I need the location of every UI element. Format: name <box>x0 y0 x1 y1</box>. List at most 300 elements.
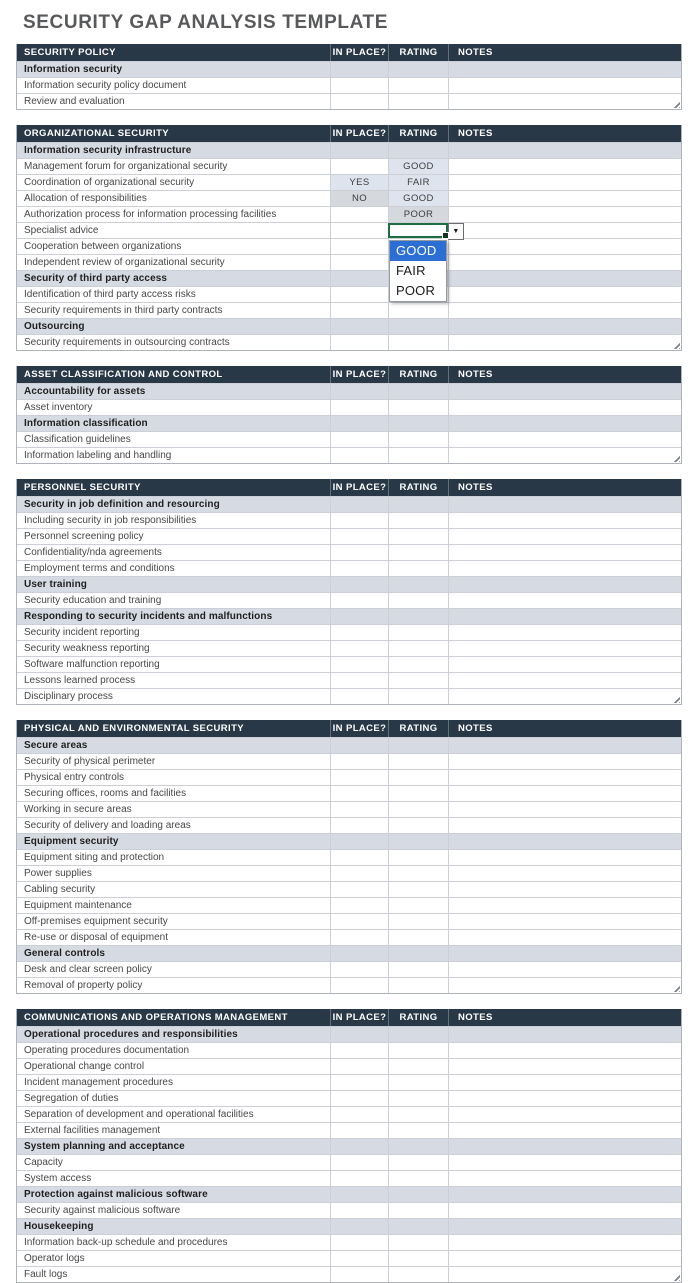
rating-cell[interactable] <box>388 303 448 318</box>
notes-cell[interactable] <box>448 545 681 560</box>
fill-handle-icon[interactable] <box>442 232 449 239</box>
section-label-cell[interactable]: Outsourcing <box>24 321 85 332</box>
section-label-cell[interactable]: Secure areas <box>24 740 88 751</box>
in-place-cell[interactable] <box>330 1235 388 1250</box>
rating-cell[interactable] <box>388 850 448 865</box>
notes-cell[interactable] <box>448 1235 681 1250</box>
item-label-cell[interactable]: Independent review of organizational security <box>24 257 225 268</box>
rating-cell[interactable] <box>388 78 448 93</box>
rating-cell[interactable] <box>388 802 448 817</box>
in-place-cell[interactable] <box>330 1155 388 1170</box>
in-place-cell[interactable] <box>330 1091 388 1106</box>
item-label-cell[interactable]: Security requirements in third party contracts <box>24 305 223 316</box>
notes-cell[interactable] <box>448 641 681 656</box>
item-label-cell[interactable]: Capacity <box>24 1157 63 1168</box>
notes-cell[interactable] <box>448 609 681 624</box>
section-row <box>17 61 681 77</box>
in-place-cell[interactable] <box>330 287 388 302</box>
notes-cell[interactable] <box>448 1267 681 1282</box>
table-header-row <box>17 125 681 142</box>
in-place-cell[interactable] <box>330 416 388 431</box>
in-place-cell[interactable] <box>330 545 388 560</box>
rating-cell[interactable] <box>388 62 448 77</box>
rating-cell[interactable] <box>388 577 448 592</box>
notes-cell[interactable] <box>448 255 681 270</box>
item-row <box>17 1202 681 1218</box>
rating-cell[interactable] <box>388 223 460 238</box>
rating-cell[interactable] <box>388 641 448 656</box>
rating-cell[interactable] <box>388 545 448 560</box>
notes-cell[interactable] <box>448 561 681 576</box>
notes-cell[interactable] <box>448 946 681 961</box>
notes-cell[interactable] <box>448 786 681 801</box>
in-place-cell[interactable] <box>330 159 388 174</box>
item-label-cell[interactable]: Operator logs <box>24 1253 85 1264</box>
item-label-cell[interactable]: Lessons learned process <box>24 675 136 686</box>
section-label-cell[interactable]: System planning and acceptance <box>24 1141 185 1152</box>
in-place-cell[interactable] <box>330 1059 388 1074</box>
in-place-cell[interactable] <box>330 1171 388 1186</box>
notes-cell[interactable] <box>448 673 681 688</box>
in-place-cell[interactable] <box>330 448 388 463</box>
item-label-cell[interactable]: Coordination of organizational security <box>24 177 195 188</box>
notes-cell[interactable] <box>448 866 681 881</box>
rating-cell[interactable] <box>388 1043 448 1058</box>
item-label-cell[interactable]: Security against malicious software <box>24 1205 181 1216</box>
in-place-cell[interactable] <box>330 673 388 688</box>
section-label-cell[interactable]: Security of third party access <box>24 273 168 284</box>
item-label-cell[interactable]: Allocation of responsibilities <box>24 193 147 204</box>
in-place-cell[interactable] <box>330 239 388 254</box>
notes-cell[interactable] <box>448 1139 681 1154</box>
in-place-cell[interactable] <box>330 1027 388 1042</box>
section-row <box>17 415 681 431</box>
page-title: SECURITY GAP ANALYSIS TEMPLATE <box>23 12 388 33</box>
rating-cell[interactable] <box>388 1187 448 1202</box>
in-place-cell[interactable] <box>330 1219 388 1234</box>
item-label-cell[interactable]: External facilities management <box>24 1125 161 1136</box>
rating-cell[interactable] <box>388 882 448 897</box>
in-place-cell[interactable] <box>330 335 388 350</box>
in-place-cell[interactable] <box>330 738 388 753</box>
rating-cell[interactable] <box>388 94 448 109</box>
section-label-cell[interactable]: Information security infrastructure <box>24 145 192 156</box>
in-place-cell[interactable] <box>330 689 388 704</box>
rating-cell[interactable] <box>388 1267 448 1282</box>
in-place-cell[interactable] <box>330 754 388 769</box>
notes-cell[interactable] <box>448 657 681 672</box>
item-row <box>17 206 681 222</box>
notes-cell[interactable] <box>448 850 681 865</box>
rating-cell[interactable] <box>388 1235 448 1250</box>
notes-cell[interactable] <box>448 818 681 833</box>
item-label-cell[interactable]: Security weakness reporting <box>24 643 150 654</box>
in-place-cell[interactable] <box>330 882 388 897</box>
in-place-cell[interactable] <box>330 1123 388 1138</box>
in-place-cell[interactable] <box>330 1107 388 1122</box>
rating-cell[interactable] <box>388 497 448 512</box>
table-3 <box>16 366 682 464</box>
notes-cell[interactable] <box>448 94 681 109</box>
rating-cell[interactable] <box>388 673 448 688</box>
notes-cell[interactable] <box>448 223 681 238</box>
rating-cell[interactable] <box>388 1075 448 1090</box>
item-label-cell[interactable]: Equipment maintenance <box>24 900 132 911</box>
item-label-cell[interactable]: Specialist advice <box>24 225 99 236</box>
rating-cell[interactable] <box>388 834 448 849</box>
rating-cell[interactable]: GOOD <box>388 159 448 174</box>
notes-cell[interactable] <box>448 271 681 286</box>
notes-cell[interactable] <box>448 738 681 753</box>
rating-dropdown-button[interactable] <box>448 223 464 240</box>
section-row <box>17 1026 681 1042</box>
item-row <box>17 913 681 929</box>
rating-cell[interactable] <box>388 754 448 769</box>
in-place-cell[interactable] <box>330 657 388 672</box>
rating-cell[interactable] <box>388 1171 448 1186</box>
in-place-cell[interactable] <box>330 978 388 993</box>
notes-cell[interactable] <box>448 930 681 945</box>
item-label-cell[interactable]: Power supplies <box>24 868 92 879</box>
in-place-cell[interactable] <box>330 898 388 913</box>
rating-cell[interactable] <box>388 384 448 399</box>
item-label-cell[interactable]: Incident management procedures <box>24 1077 173 1088</box>
item-row <box>17 190 681 206</box>
dropdown-option-good[interactable]: GOOD <box>390 241 446 261</box>
rating-cell[interactable] <box>388 335 448 350</box>
notes-cell[interactable] <box>448 432 681 447</box>
notes-cell[interactable] <box>448 191 681 206</box>
notes-cell[interactable] <box>448 319 681 334</box>
notes-cell[interactable] <box>448 802 681 817</box>
in-place-cell[interactable] <box>330 497 388 512</box>
item-label-cell[interactable]: Authorization process for information processing facilities <box>24 209 277 220</box>
rating-cell[interactable] <box>388 143 448 158</box>
rating-cell[interactable] <box>388 770 448 785</box>
in-place-cell[interactable] <box>330 850 388 865</box>
rating-cell[interactable] <box>388 561 448 576</box>
item-label-cell[interactable]: Information security policy document <box>24 80 187 91</box>
section-label-cell[interactable]: Housekeeping <box>24 1221 94 1232</box>
item-row <box>17 849 681 865</box>
rating-cell[interactable] <box>388 625 448 640</box>
item-label-cell[interactable]: Software malfunction reporting <box>24 659 160 670</box>
rating-cell[interactable] <box>388 1203 448 1218</box>
rating-cell[interactable] <box>388 593 448 608</box>
in-place-cell[interactable] <box>330 255 388 270</box>
rating-cell[interactable] <box>388 513 448 528</box>
notes-cell[interactable] <box>448 529 681 544</box>
rating-cell[interactable] <box>388 609 448 624</box>
notes-cell[interactable] <box>448 239 681 254</box>
item-label-cell[interactable]: Information labeling and handling <box>24 450 172 461</box>
section-label-cell[interactable]: Accountability for assets <box>24 386 146 397</box>
item-row <box>17 254 681 270</box>
in-place-cell[interactable] <box>330 946 388 961</box>
item-label-cell[interactable]: Identification of third party access risks <box>24 289 196 300</box>
column-header-rating: RATING <box>388 44 448 61</box>
item-label-cell[interactable]: Employment terms and conditions <box>24 563 175 574</box>
item-label-cell[interactable]: Separation of development and operational facilities <box>24 1109 254 1120</box>
item-label-cell[interactable]: System access <box>24 1173 92 1184</box>
item-label-cell[interactable]: Cooperation between organizations <box>24 241 182 252</box>
item-label-cell[interactable]: Security education and training <box>24 595 162 606</box>
in-place-cell[interactable] <box>330 223 388 238</box>
item-label-cell[interactable]: Operational change control <box>24 1061 145 1072</box>
in-place-cell[interactable] <box>330 1075 388 1090</box>
notes-cell[interactable] <box>448 1123 681 1138</box>
in-place-cell[interactable] <box>330 786 388 801</box>
notes-cell[interactable] <box>448 448 681 463</box>
in-place-cell[interactable] <box>330 866 388 881</box>
in-place-cell[interactable] <box>330 962 388 977</box>
in-place-cell[interactable] <box>330 62 388 77</box>
notes-cell[interactable] <box>448 416 681 431</box>
item-label-cell[interactable]: Operating procedures documentation <box>24 1045 190 1056</box>
item-label-cell[interactable]: Management forum for organizational security <box>24 161 228 172</box>
rating-cell[interactable] <box>388 1027 448 1042</box>
rating-cell[interactable] <box>388 1139 448 1154</box>
in-place-cell[interactable] <box>330 593 388 608</box>
notes-cell[interactable] <box>448 1075 681 1090</box>
item-row <box>17 1266 681 1282</box>
rating-cell[interactable] <box>388 657 448 672</box>
rating-cell[interactable] <box>388 1091 448 1106</box>
column-header-notes: NOTES <box>448 1009 681 1026</box>
in-place-cell[interactable] <box>330 529 388 544</box>
notes-cell[interactable] <box>448 303 681 318</box>
notes-cell[interactable] <box>448 689 681 704</box>
rating-cell[interactable] <box>388 1123 448 1138</box>
in-place-cell[interactable] <box>330 94 388 109</box>
column-header-in-place: IN PLACE? <box>330 720 388 737</box>
item-label-cell[interactable]: Security requirements in outsourcing contracts <box>24 337 230 348</box>
item-label-cell[interactable]: Removal of property policy <box>24 980 143 991</box>
item-label-cell[interactable]: Information back-up schedule and procedures <box>24 1237 228 1248</box>
in-place-cell[interactable] <box>330 513 388 528</box>
notes-cell[interactable] <box>448 834 681 849</box>
rating-cell[interactable] <box>388 1251 448 1266</box>
notes-cell[interactable] <box>448 1059 681 1074</box>
in-place-cell[interactable]: YES <box>330 175 388 190</box>
item-label-cell[interactable]: Off-premises equipment security <box>24 916 168 927</box>
in-place-cell[interactable] <box>330 384 388 399</box>
notes-cell[interactable] <box>448 175 681 190</box>
item-row <box>17 399 681 415</box>
notes-cell[interactable] <box>448 207 681 222</box>
in-place-cell[interactable] <box>330 400 388 415</box>
in-place-cell[interactable] <box>330 770 388 785</box>
in-place-cell[interactable] <box>330 207 388 222</box>
rating-cell[interactable] <box>388 978 448 993</box>
item-row <box>17 93 681 109</box>
notes-cell[interactable] <box>448 62 681 77</box>
notes-cell[interactable] <box>448 593 681 608</box>
item-row <box>17 785 681 801</box>
in-place-cell[interactable]: NO <box>330 191 388 206</box>
in-place-cell[interactable] <box>330 1139 388 1154</box>
in-place-cell[interactable] <box>330 1187 388 1202</box>
in-place-cell[interactable] <box>330 802 388 817</box>
rating-cell[interactable] <box>388 930 448 945</box>
item-label-cell[interactable]: Security of delivery and loading areas <box>24 820 191 831</box>
item-label-cell[interactable]: Disciplinary process <box>24 691 113 702</box>
section-label-cell[interactable]: Equipment security <box>24 836 119 847</box>
notes-cell[interactable] <box>448 1187 681 1202</box>
item-label-cell[interactable]: Working in secure areas <box>24 804 132 815</box>
rating-cell[interactable]: GOOD <box>388 191 448 206</box>
rating-cell[interactable] <box>388 689 448 704</box>
column-header-rating: RATING <box>388 720 448 737</box>
section-label-cell[interactable]: General controls <box>24 948 106 959</box>
column-header-rating: RATING <box>388 479 448 496</box>
notes-cell[interactable] <box>448 1203 681 1218</box>
item-label-cell[interactable]: Confidentiality/nda agreements <box>24 547 162 558</box>
in-place-cell[interactable] <box>330 319 388 334</box>
notes-cell[interactable] <box>448 1219 681 1234</box>
item-row <box>17 1042 681 1058</box>
notes-cell[interactable] <box>448 1251 681 1266</box>
table-header-row <box>17 44 681 61</box>
item-label-cell[interactable]: Including security in job responsibilities <box>24 515 197 526</box>
in-place-cell[interactable] <box>330 1203 388 1218</box>
section-label-cell[interactable]: Information classification <box>24 418 148 429</box>
rating-cell[interactable] <box>388 1219 448 1234</box>
in-place-cell[interactable] <box>330 303 388 318</box>
item-label-cell[interactable]: Review and evaluation <box>24 96 125 107</box>
in-place-cell[interactable] <box>330 818 388 833</box>
in-place-cell[interactable] <box>330 609 388 624</box>
dropdown-option-poor[interactable]: POOR <box>396 283 436 298</box>
column-header-in-place: IN PLACE? <box>330 366 388 383</box>
in-place-cell[interactable] <box>330 143 388 158</box>
notes-cell[interactable] <box>448 513 681 528</box>
rating-cell[interactable] <box>388 946 448 961</box>
in-place-cell[interactable] <box>330 834 388 849</box>
item-label-cell[interactable]: Personnel screening policy <box>24 531 144 542</box>
notes-cell[interactable] <box>448 1043 681 1058</box>
rating-cell[interactable] <box>388 529 448 544</box>
in-place-cell[interactable] <box>330 1267 388 1282</box>
in-place-cell[interactable] <box>330 78 388 93</box>
section-row <box>17 496 681 512</box>
in-place-cell[interactable] <box>330 432 388 447</box>
item-label-cell[interactable]: Asset inventory <box>24 402 93 413</box>
item-row <box>17 1074 681 1090</box>
notes-cell[interactable] <box>448 497 681 512</box>
in-place-cell[interactable] <box>330 1043 388 1058</box>
in-place-cell[interactable] <box>330 914 388 929</box>
item-label-cell[interactable]: Securing offices, rooms and facilities <box>24 788 187 799</box>
notes-cell[interactable] <box>448 754 681 769</box>
in-place-cell[interactable] <box>330 271 388 286</box>
rating-cell[interactable] <box>388 818 448 833</box>
rating-cell[interactable]: FAIR <box>388 175 448 190</box>
section-label-cell[interactable]: Security in job definition and resourcing <box>24 499 220 510</box>
notes-cell[interactable] <box>448 1091 681 1106</box>
item-label-cell[interactable]: Security incident reporting <box>24 627 140 638</box>
rating-cell[interactable] <box>388 898 448 913</box>
rating-cell[interactable] <box>388 866 448 881</box>
notes-cell[interactable] <box>448 287 681 302</box>
notes-cell[interactable] <box>448 335 681 350</box>
rating-cell[interactable] <box>388 786 448 801</box>
item-label-cell[interactable]: Classification guidelines <box>24 434 131 445</box>
item-label-cell[interactable]: Desk and clear screen policy <box>24 964 152 975</box>
notes-cell[interactable] <box>448 577 681 592</box>
table-title: ORGANIZATIONAL SECURITY <box>24 128 170 139</box>
notes-cell[interactable] <box>448 1107 681 1122</box>
in-place-cell[interactable] <box>330 930 388 945</box>
in-place-cell[interactable] <box>330 561 388 576</box>
column-header-rating: RATING <box>388 125 448 142</box>
item-row <box>17 656 681 672</box>
rating-cell[interactable] <box>388 432 448 447</box>
rating-cell[interactable] <box>388 400 448 415</box>
item-row <box>17 560 681 576</box>
in-place-cell[interactable] <box>330 1251 388 1266</box>
rating-cell[interactable] <box>388 319 448 334</box>
rating-cell[interactable] <box>388 1059 448 1074</box>
table-4 <box>16 479 682 705</box>
item-label-cell[interactable]: Segregation of duties <box>24 1093 119 1104</box>
notes-cell[interactable] <box>448 770 681 785</box>
section-row <box>17 945 681 961</box>
rating-cell[interactable] <box>388 1155 448 1170</box>
notes-cell[interactable] <box>448 1027 681 1042</box>
item-label-cell[interactable]: Equipment siting and protection <box>24 852 165 863</box>
section-label-cell[interactable]: Operational procedures and responsibilities <box>24 1029 238 1040</box>
rating-cell[interactable]: POOR <box>388 207 448 222</box>
section-label-cell[interactable]: Information security <box>24 64 123 75</box>
table-header-row <box>17 479 681 496</box>
notes-cell[interactable] <box>448 400 681 415</box>
in-place-cell[interactable] <box>330 625 388 640</box>
rating-cell[interactable] <box>388 448 448 463</box>
item-label-cell[interactable]: Cabling security <box>24 884 96 895</box>
notes-cell[interactable] <box>448 143 681 158</box>
notes-cell[interactable] <box>448 159 681 174</box>
item-label-cell[interactable]: Physical entry controls <box>24 772 125 783</box>
in-place-cell[interactable] <box>330 641 388 656</box>
notes-cell[interactable] <box>448 625 681 640</box>
notes-cell[interactable] <box>448 898 681 913</box>
notes-cell[interactable] <box>448 78 681 93</box>
rating-cell[interactable] <box>388 1107 448 1122</box>
rating-cell[interactable] <box>388 914 448 929</box>
notes-cell[interactable] <box>448 1171 681 1186</box>
section-label-cell[interactable]: User training <box>24 579 87 590</box>
rating-cell[interactable] <box>388 962 448 977</box>
rating-cell[interactable] <box>388 738 448 753</box>
section-label-cell[interactable]: Protection against malicious software <box>24 1189 208 1200</box>
column-header-rating: RATING <box>388 1009 448 1026</box>
notes-cell[interactable] <box>448 962 681 977</box>
item-label-cell[interactable]: Security of physical perimeter <box>24 756 156 767</box>
notes-cell[interactable] <box>448 1155 681 1170</box>
table-title: PERSONNEL SECURITY <box>24 482 141 493</box>
notes-cell[interactable] <box>448 978 681 993</box>
item-label-cell[interactable]: Re-use or disposal of equipment <box>24 932 168 943</box>
in-place-cell[interactable] <box>330 577 388 592</box>
rating-cell[interactable] <box>388 416 448 431</box>
notes-cell[interactable] <box>448 384 681 399</box>
notes-cell[interactable] <box>448 882 681 897</box>
dropdown-option-fair[interactable]: FAIR <box>396 263 426 278</box>
notes-cell[interactable] <box>448 914 681 929</box>
section-label-cell[interactable]: Responding to security incidents and malfunctions <box>24 611 273 622</box>
item-label-cell[interactable]: Fault logs <box>24 1269 68 1280</box>
